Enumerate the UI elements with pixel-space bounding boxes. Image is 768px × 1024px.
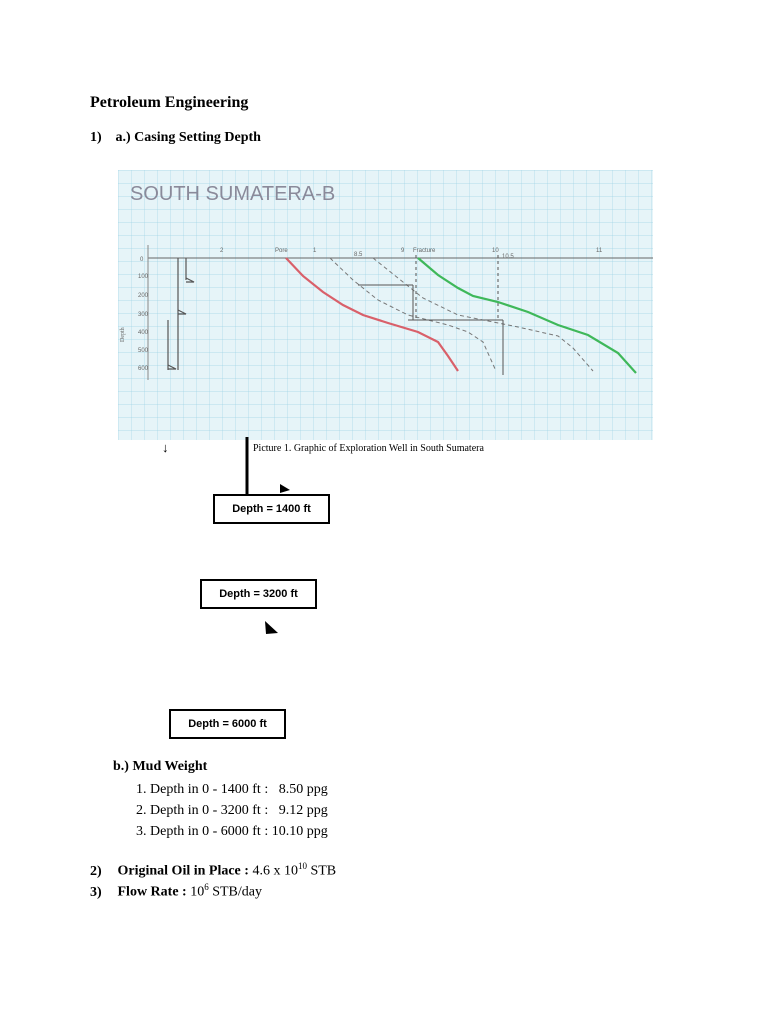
question-2-label: Original Oil in Place : bbox=[117, 863, 249, 879]
y-axis-label: Depth bbox=[120, 327, 126, 342]
x-top-label: 11 bbox=[596, 248, 603, 254]
question-3-label: Flow Rate : bbox=[117, 884, 187, 900]
question-1a-label: a.) Casing Setting Depth bbox=[115, 130, 261, 145]
y-tick: 100 bbox=[138, 274, 149, 280]
depth-box-6000: Depth = 6000 ft bbox=[169, 709, 286, 739]
question-2-exponent: 10 bbox=[297, 861, 307, 871]
chart-title: SOUTH SUMATERA-B bbox=[130, 183, 336, 205]
question-3 bbox=[90, 882, 262, 901]
mud-weight-list bbox=[136, 779, 328, 842]
question-2 bbox=[90, 861, 336, 880]
x-top-label: 2 bbox=[220, 248, 224, 254]
down-arrow-icon: ↓ bbox=[162, 440, 169, 455]
question-2-number: 2) bbox=[90, 863, 102, 879]
arrowhead-icon bbox=[264, 620, 280, 636]
x-top-label: Fracture bbox=[413, 248, 436, 254]
page-title: Petroleum Engineering bbox=[90, 94, 249, 111]
question-1a-heading bbox=[90, 130, 261, 146]
question-3-exponent: 6 bbox=[204, 882, 209, 892]
y-tick: 200 bbox=[138, 293, 149, 299]
list-item: 1. Depth in 0 - 1400 ft : 8.50 ppg bbox=[136, 782, 328, 797]
depth-box-3200: Depth = 3200 ft bbox=[200, 579, 317, 609]
question-3-value: 10 bbox=[190, 884, 205, 900]
question-3-number: 3) bbox=[90, 884, 102, 900]
x-top-label: 9 bbox=[401, 248, 405, 254]
x-top-label: 10 bbox=[492, 248, 499, 254]
x-top-label: 8.5 bbox=[354, 252, 363, 258]
x-top-label: 10.5 bbox=[502, 254, 514, 260]
mud-weight-heading: b.) Mud Weight bbox=[113, 759, 208, 774]
figure-caption: Picture 1. Graphic of Exploration Well in South Sumatera bbox=[253, 443, 484, 454]
arrowhead-icon bbox=[280, 484, 292, 494]
x-top-label: Pore bbox=[275, 248, 288, 254]
well-graphic bbox=[118, 170, 653, 440]
y-tick: 300 bbox=[138, 312, 149, 318]
well-graphic-figure bbox=[118, 170, 653, 440]
y-tick: 500 bbox=[138, 348, 149, 354]
question-2-unit: STB bbox=[306, 863, 337, 879]
y-tick: 600 bbox=[138, 366, 149, 372]
y-tick: 400 bbox=[138, 330, 149, 336]
question-1-number: 1) bbox=[90, 130, 102, 145]
question-2-value: 4.6 x 10 bbox=[252, 863, 298, 879]
pointer-line bbox=[244, 437, 250, 497]
grid-lines bbox=[118, 170, 653, 440]
list-item: 2. Depth in 0 - 3200 ft : 9.12 ppg bbox=[136, 803, 328, 818]
depth-box-1400: Depth = 1400 ft bbox=[213, 494, 330, 524]
list-item: 3. Depth in 0 - 6000 ft : 10.10 ppg bbox=[136, 824, 328, 839]
question-3-unit: STB/day bbox=[208, 884, 262, 900]
y-tick: 0 bbox=[140, 257, 144, 263]
x-top-label: 1 bbox=[313, 248, 317, 254]
